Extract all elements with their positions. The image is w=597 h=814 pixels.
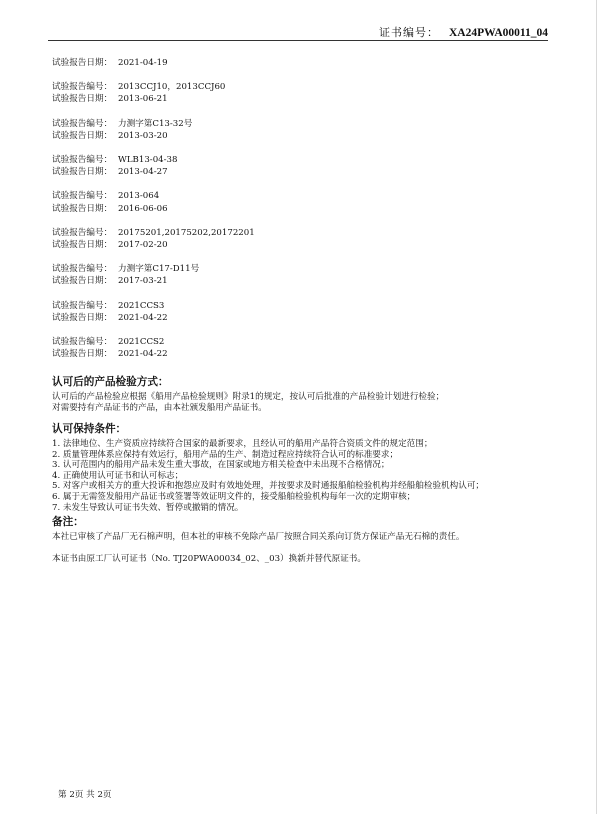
- report-field-label: 试验报告日期：: [52, 312, 113, 323]
- report-row: [52, 312, 255, 324]
- inspection-section: [52, 376, 444, 413]
- conditions-title: 认可保持条件：: [52, 423, 127, 435]
- report-row: [52, 348, 255, 360]
- conditions-list: [52, 439, 484, 513]
- report-field-label: 试验报告日期：: [52, 58, 113, 68]
- certificate-number-header: [379, 24, 548, 40]
- report-row: [52, 93, 255, 105]
- report-field-value: 力测字第C17-D11号: [118, 264, 200, 275]
- report-entry: [52, 190, 255, 214]
- report-field-label: 试验报告日期：: [52, 240, 113, 251]
- report-row: [52, 118, 255, 130]
- header-divider: [48, 40, 548, 41]
- condition-item: 7. 未发生导致认可证书失效、暂停或撤销的情况。: [52, 502, 244, 513]
- report-row: [52, 239, 255, 251]
- inspection-line: 对需要持有产品证书的产品，由本社颁发船用产品证书。: [52, 402, 267, 413]
- report-entry: [52, 57, 255, 69]
- report-entry: [52, 336, 255, 360]
- report-field-value: 力测字第C13-32号: [118, 118, 193, 129]
- report-entry: [52, 300, 255, 324]
- report-field-label: 试验报告编号：: [52, 118, 113, 129]
- report-field-label: 试验报告编号：: [52, 227, 113, 238]
- conditions-section: [52, 423, 484, 513]
- report-row: [52, 81, 255, 93]
- certificate-number-value: XA24PWA00011_04: [448, 27, 548, 39]
- report-field-value: 2021-04-22: [118, 312, 168, 323]
- report-field-label: 试验报告日期：: [52, 130, 113, 141]
- inspection-line: 认可后的产品检验应根据《船用产品检验规则》附录1的规定，按认可后批准的产品检验计划进行检验；: [52, 392, 445, 402]
- report-field-value: 2021-04-19: [118, 58, 168, 68]
- report-field-value: 2013-03-20: [118, 130, 168, 141]
- notes-title: 备注：: [52, 516, 84, 528]
- certificate-number-label: 证书编号：: [378, 26, 439, 39]
- report-entry: [52, 263, 255, 287]
- report-field-label: 试验报告编号：: [52, 191, 113, 202]
- report-field-label: 试验报告编号：: [52, 82, 113, 93]
- report-field-value: 2017-02-20: [118, 240, 168, 251]
- report-row: [52, 336, 255, 348]
- asbestos-note: 本社已审核了产品厂无石棉声明，但本社的审核不免除产品厂按照合同关系向订货方保证产品无石棉的责任。: [52, 532, 465, 542]
- report-field-label: 试验报告日期：: [52, 276, 113, 287]
- report-field-label: 试验报告编号：: [52, 300, 113, 311]
- report-entry: [52, 118, 255, 142]
- report-field-label: 试验报告日期：: [52, 203, 113, 214]
- report-field-value: 2013CCJ10，2013CCJ60: [118, 82, 226, 93]
- report-field-label: 试验报告编号：: [52, 155, 113, 166]
- report-field-value: 2021-04-22: [118, 349, 168, 360]
- report-field-value: 2017-03-21: [118, 276, 168, 287]
- inspection-title: 认可后的产品检验方式：: [52, 376, 169, 388]
- report-row: [52, 154, 255, 166]
- report-field-label: 试验报告编号：: [52, 337, 113, 348]
- report-row: [52, 57, 255, 69]
- condition-item: 6. 属于无需签发船用产品证书或签署等效证明文件的，接受船舶检验机构每年一次的定期审核；: [52, 491, 416, 502]
- report-field-label: 试验报告编号：: [52, 264, 113, 275]
- report-row: [52, 190, 255, 202]
- report-row: [52, 263, 255, 275]
- report-row: [52, 275, 255, 287]
- report-row: [52, 227, 255, 239]
- report-field-value: 2013-06-21: [118, 94, 168, 105]
- report-field-value: 2016-06-06: [118, 203, 168, 214]
- condition-item: 4. 正确使用认可证书和认可标志；: [52, 470, 184, 481]
- report-row: [52, 203, 255, 215]
- report-row: [52, 166, 255, 178]
- report-field-label: 试验报告日期：: [52, 349, 113, 360]
- report-field-value: 2021CCS2: [118, 337, 165, 348]
- report-field-value: WLB13-04-38: [118, 155, 178, 166]
- report-entry: [52, 227, 255, 251]
- report-row: [52, 130, 255, 142]
- notes-section: [52, 516, 465, 564]
- report-field-value: 2013-04-27: [118, 167, 168, 178]
- condition-item: 5. 对客户或相关方的重大投诉和抱怨应及时有效地处理，并按要求及时通报船舶检验机构并经船舶检验机构认可；: [52, 481, 485, 492]
- report-field-value: 2021CCS3: [118, 300, 165, 311]
- report-row: [52, 300, 255, 312]
- report-entry: [52, 81, 255, 105]
- condition-item: 1. 法律地位、生产资质应持续符合国家的最新要求，且经认可的船用产品符合资质文件的规定范围；: [52, 439, 433, 449]
- report-field-label: 试验报告日期：: [52, 94, 113, 105]
- report-entry: [52, 154, 255, 178]
- condition-item: 2. 质量管理体系应保持有效运行，船用产品的生产、制造过程应持续符合认可的标准要求；: [52, 449, 399, 460]
- condition-item: 3. 认可范围内的船用产品未发生重大事故，在国家或地方相关检查中未出现不合格情况；: [52, 460, 390, 471]
- replacement-note: 本证书由原工厂认可证书（No. TJ20PWA00034_02、_03）换新并替代原证书。: [52, 553, 366, 564]
- page-number: 第 2页 共 2页: [58, 790, 112, 800]
- report-field-value: 20175201,20175202,20172201: [118, 227, 255, 238]
- test-report-list: [52, 57, 255, 372]
- inspection-text: [52, 392, 444, 413]
- report-field-value: 2013-064: [118, 191, 160, 202]
- report-field-label: 试验报告日期：: [52, 167, 113, 178]
